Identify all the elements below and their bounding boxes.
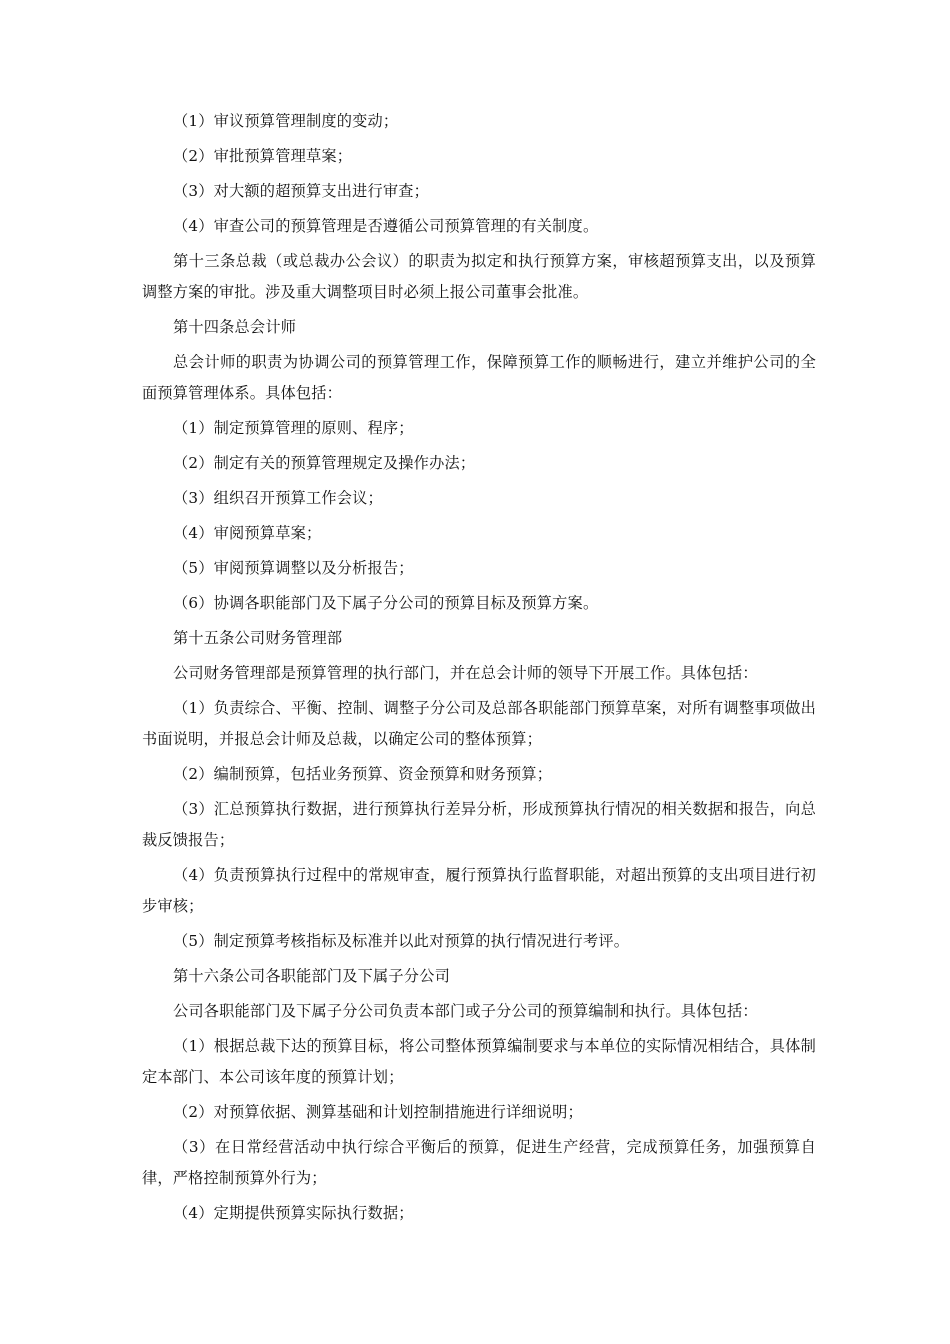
list-item: （1）根据总裁下达的预算目标，将公司整体预算编制要求与本单位的实际情况相结合，具体制定本部门、本公司该年度的预算计划； <box>142 1037 816 1086</box>
list-item: （3）对大额的超预算支出进行审查； <box>173 182 430 200</box>
list-item: （1）审议预算管理制度的变动； <box>173 112 399 130</box>
list-item: （4）负责预算执行过程中的常规审查，履行预算执行监督职能，对超出预算的支出项目进行初步审核； <box>142 866 816 915</box>
list-item: （2）对预算依据、测算基础和计划控制措施进行详细说明； <box>173 1103 583 1121</box>
list-item: （5）审阅预算调整以及分析报告； <box>173 559 414 577</box>
article-paragraph: 第十三条总裁（或总裁办公会议）的职责为拟定和执行预算方案，审核超预算支出，以及预算调整方案的审批。涉及重大调整项目时必须上报公司董事会批准。 <box>142 252 816 301</box>
article-heading: 第十六条公司各职能部门及下属子分公司 <box>173 967 450 985</box>
list-item: （1）负责综合、平衡、控制、调整子分公司及总部各职能部门预算草案，对所有调整事项做出书面说明，并报总会计师及总裁，以确定公司的整体预算； <box>142 699 816 748</box>
list-item: （5）制定预算考核指标及标准并以此对预算的执行情况进行考评。 <box>173 932 630 950</box>
list-item: （2）制定有关的预算管理规定及操作办法； <box>173 454 476 472</box>
article-heading: 第十五条公司财务管理部 <box>173 629 343 647</box>
list-item: （4）审阅预算草案； <box>173 524 322 542</box>
list-item: （6）协调各职能部门及下属子分公司的预算目标及预算方案。 <box>173 594 599 612</box>
document-body <box>142 106 816 1233</box>
article-paragraph: 公司财务管理部是预算管理的执行部门，并在总会计师的领导下开展工作。具体包括： <box>173 664 758 682</box>
article-paragraph: 总会计师的职责为协调公司的预算管理工作，保障预算工作的顺畅进行，建立并维护公司的全面预算管理体系。具体包括： <box>142 353 816 402</box>
list-item: （3）在日常经营活动中执行综合平衡后的预算，促进生产经营，完成预算任务，加强预算自律，严格控制预算外行为； <box>142 1138 816 1187</box>
list-item: （3）汇总预算执行数据，进行预算执行差异分析，形成预算执行情况的相关数据和报告，向总裁反馈报告； <box>142 800 816 849</box>
list-item: （3）组织召开预算工作会议； <box>173 489 383 507</box>
list-item: （2）审批预算管理草案； <box>173 147 353 165</box>
article-paragraph: 公司各职能部门及下属子分公司负责本部门或子分公司的预算编制和执行。具体包括： <box>173 1002 758 1020</box>
list-item: （4）审查公司的预算管理是否遵循公司预算管理的有关制度。 <box>173 217 599 235</box>
list-item: （1）制定预算管理的原则、程序； <box>173 419 414 437</box>
article-heading: 第十四条总会计师 <box>173 318 297 336</box>
list-item: （4）定期提供预算实际执行数据； <box>173 1204 414 1222</box>
list-item: （2）编制预算，包括业务预算、资金预算和财务预算； <box>173 765 553 783</box>
